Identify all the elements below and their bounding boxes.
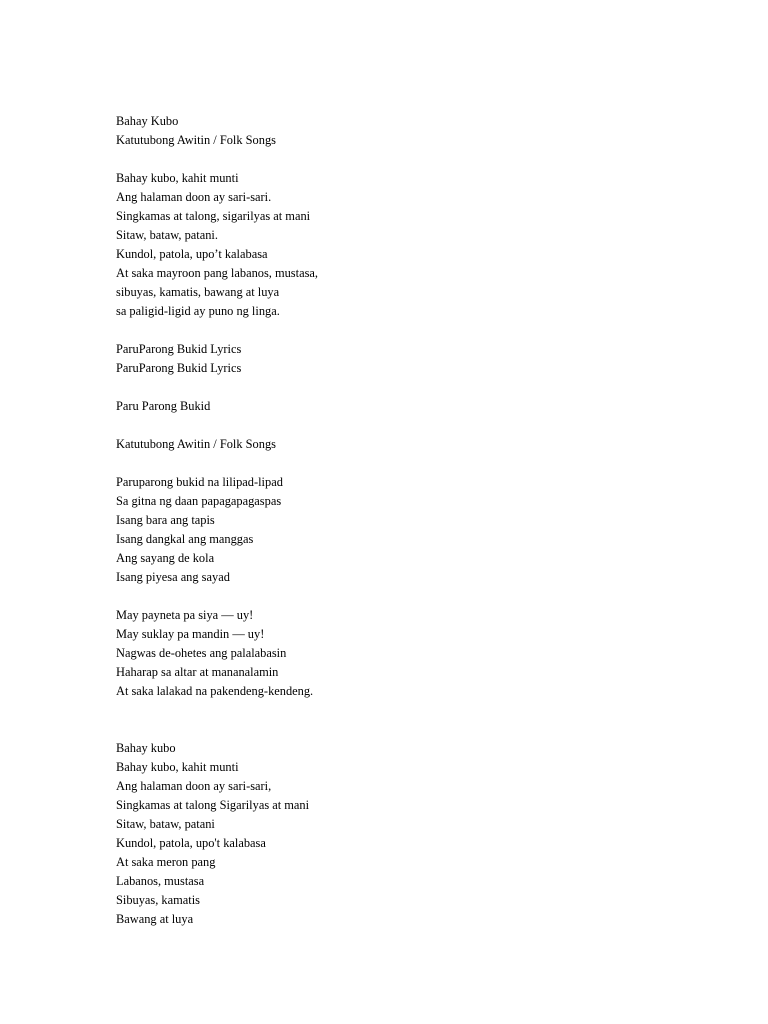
text-line: Isang dangkal ang manggas bbox=[116, 532, 254, 546]
text-line: Katutubong Awitin / Folk Songs bbox=[116, 437, 276, 451]
text-line: sa paligid-ligid ay puno ng linga. bbox=[116, 304, 280, 318]
text-line: sibuyas, kamatis, bawang at luya bbox=[116, 285, 280, 299]
text-line: ParuParong Bukid Lyrics bbox=[116, 342, 242, 356]
blank-line bbox=[116, 587, 736, 606]
text-line: Nagwas de-ohetes ang palalabasin bbox=[116, 646, 287, 660]
blank-line bbox=[116, 720, 736, 739]
text-line: Singkamas at talong Sigarilyas at mani bbox=[116, 798, 310, 812]
text-line: Katutubong Awitin / Folk Songs bbox=[116, 133, 276, 147]
blank-line bbox=[116, 416, 736, 435]
text-line: Sibuyas, kamatis bbox=[116, 893, 200, 907]
text-line: Sa gitna ng daan papagapagaspas bbox=[116, 494, 282, 508]
text-line: Labanos, mustasa bbox=[116, 874, 205, 888]
text-line: May suklay pa mandin — uy! bbox=[116, 627, 265, 641]
text-line: Kundol, patola, upo't kalabasa bbox=[116, 836, 266, 850]
text-line: At saka meron pang bbox=[116, 855, 216, 869]
text-line: Sitaw, bataw, patani. bbox=[116, 228, 218, 242]
text-line: Isang piyesa ang sayad bbox=[116, 570, 230, 584]
text-line: ParuParong Bukid Lyrics bbox=[116, 361, 242, 375]
blank-line bbox=[116, 321, 736, 340]
text-line: At saka lalakad na pakendeng-kendeng. bbox=[116, 684, 314, 698]
text-line: Haharap sa altar at mananalamin bbox=[116, 665, 279, 679]
text-line: Sitaw, bataw, patani bbox=[116, 817, 215, 831]
text-line: Ang sayang de kola bbox=[116, 551, 215, 565]
text-line: Ang halaman doon ay sari-sari. bbox=[116, 190, 272, 204]
blank-line bbox=[116, 701, 736, 720]
text-line: Paru Parong Bukid bbox=[116, 399, 211, 413]
text-line: Ang halaman doon ay sari-sari, bbox=[116, 779, 272, 793]
text-line: May payneta pa siya — uy! bbox=[116, 608, 254, 622]
blank-line bbox=[116, 378, 736, 397]
text-line: Bahay kubo, kahit munti bbox=[116, 171, 239, 185]
text-line: Singkamas at talong, sigarilyas at mani bbox=[116, 209, 311, 223]
text-line: Kundol, patola, upo’t kalabasa bbox=[116, 247, 268, 261]
text-line: Paruparong bukid na lilipad-lipad bbox=[116, 475, 283, 489]
text-line: Bahay Kubo bbox=[116, 114, 179, 128]
text-line: Bawang at luya bbox=[116, 912, 194, 926]
blank-line bbox=[116, 454, 736, 473]
document-body bbox=[116, 112, 736, 929]
text-line: Isang bara ang tapis bbox=[116, 513, 215, 527]
blank-line bbox=[116, 150, 736, 169]
text-line: Bahay kubo bbox=[116, 741, 176, 755]
text-line: Bahay kubo, kahit munti bbox=[116, 760, 239, 774]
text-line: At saka mayroon pang labanos, mustasa, bbox=[116, 266, 318, 280]
